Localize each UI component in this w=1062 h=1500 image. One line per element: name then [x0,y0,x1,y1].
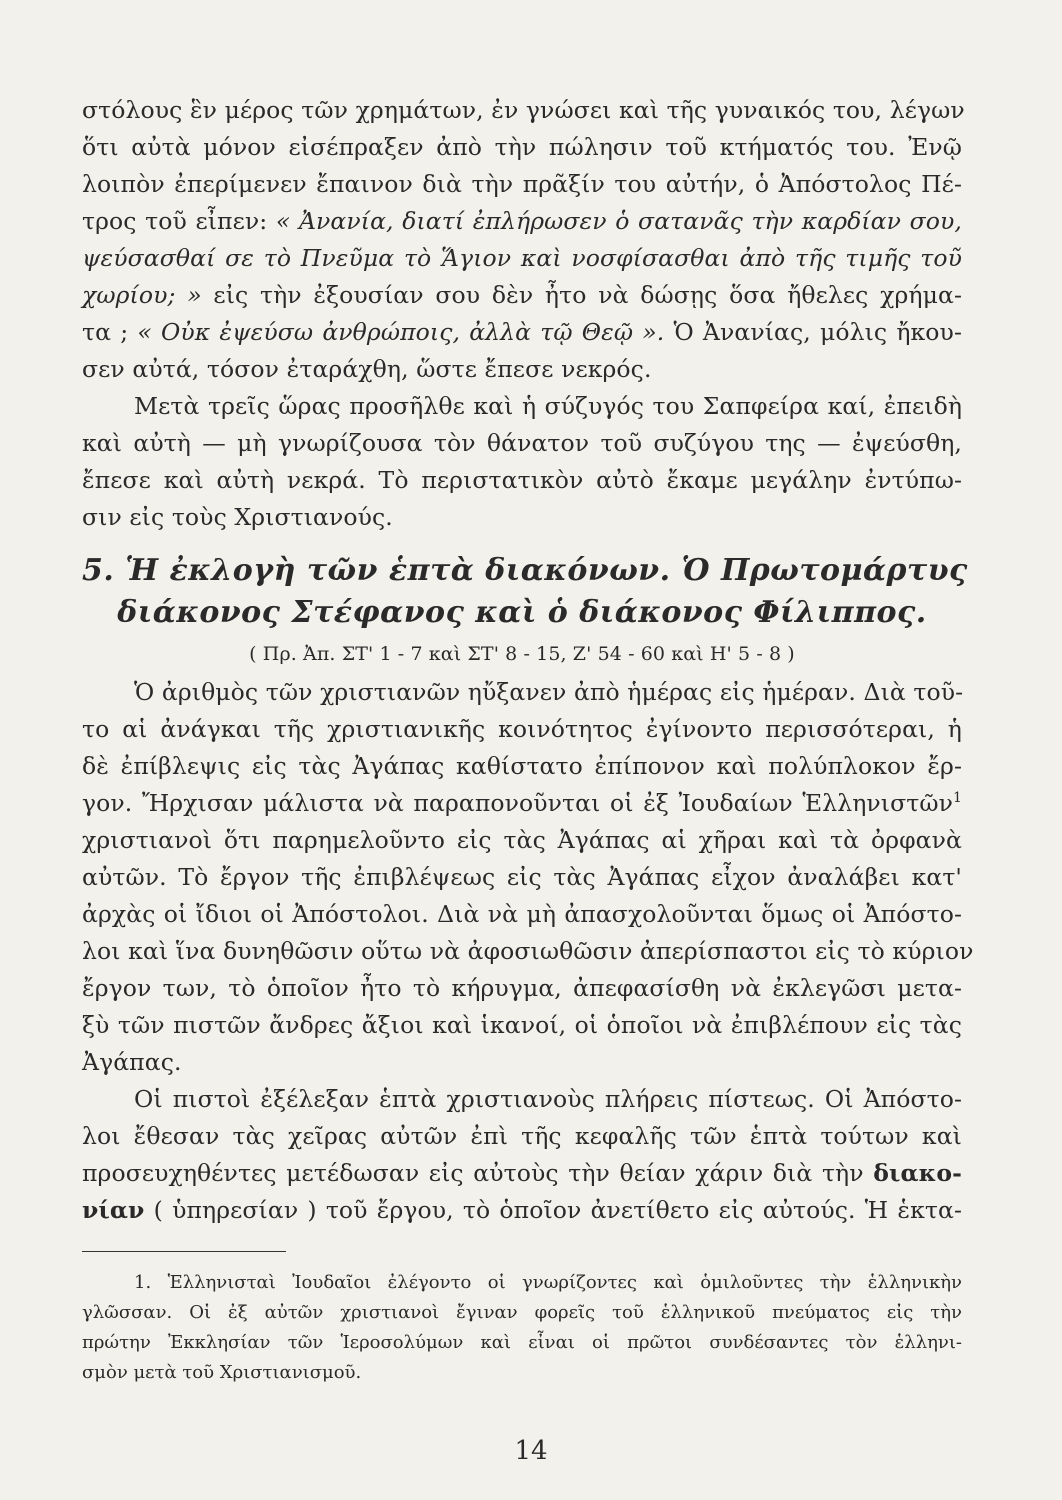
section-heading [82,550,968,634]
text-line [82,203,962,240]
text-span: ( ὑπηρεσίαν ) τοῦ ἔργου, τὸ ὁποῖον ἀνετίθετο εἰς αὐτούς. Ἡ ἑκτα- [144,1196,962,1224]
text-line [82,1155,962,1192]
text-line: ὅτι αὐτὰ μόνον εἰσέπραξεν ἀπὸ τὴν πώλησιν τοῦ κτήματός του. Ἐνῷ [82,133,962,161]
text-line: ψεύσασθαί σε τὸ Πνεῦμα τὸ Ἅγιον καὶ νοσφίσασθαι ἀπὸ τῆς τιμῆς τοῦ [82,244,962,272]
text-line: ἀρχὰς οἱ ἴδιοι οἱ Ἀπόστολοι. Διὰ νὰ μὴ ἀπασχολοῦνται ὅμως οἱ Ἀπόστο- [82,900,962,928]
text-line: λοι ἔθεσαν τὰς χεῖρας αὐτῶν ἐπὶ τῆς κεφαλῆς τῶν ἑπτὰ τούτων καὶ [82,1122,962,1150]
footnote [82,1268,962,1388]
quote-span: χωρίου; » [82,281,202,309]
heading-line-1: 5. Ἡ ἐκλογὴ τῶν ἑπτὰ διακόνων. Ὁ Πρωτομάρτυς [82,553,968,588]
paragraph-sapphira [82,388,962,536]
text-line: αὐτῶν. Τὸ ἔργον τῆς ἐπιβλέψεως εἰς τὰς Ἀγάπας εἶχον ἀναλάβει κατ' [82,863,962,891]
footnote-divider [82,1251,286,1252]
text-line: Μετὰ τρεῖς ὥρας προσῆλθε καὶ ἡ σύζυγός του Σαπφείρα καί, ἐπειδὴ [134,392,962,420]
text-line: Οἱ πιστοὶ ἐξέλεξαν ἑπτὰ χριστιανοὺς πλήρεις πίστεως. Οἱ Ἀπόστο- [134,1085,962,1113]
paragraph-deacons-need [82,674,974,1081]
scripture-references: ( Πρ. Ἀπ. ΣΤ' 1 - 7 καὶ ΣΤ' 8 - 15, Ζ' 54 - 60 καὶ Η' 5 - 8 ) [249,643,795,665]
text-line: το αἱ ἀνάγκαι τῆς χριστιανικῆς κοινότητος ἐγίνοντο περισσότεραι, ἡ [82,715,962,743]
text-span: Ὁ Ἀνανίας, μόλις ἤκου- [664,318,962,346]
text-line: λοιπὸν ἐπερίμενεν ἔπαινον διὰ τὴν πρᾶξίν του αὐτήν, ὁ Ἀπόστολος Πέ- [82,170,962,198]
footnote-line: πρώτην Ἐκκλησίαν τῶν Ἱεροσολύμων καὶ εἶναι οἱ πρῶτοι συνδέσαντες τὸν ἑλληνι- [82,1332,962,1353]
text-line [82,1192,962,1229]
paragraph-seven-chosen [82,1081,962,1229]
text-line: σεν αὐτά, τόσον ἐταράχθη, ὥστε ἔπεσε νεκρός. [82,355,652,383]
footnote-marker: 1 [952,790,962,807]
quote-span: « Ἀνανία, διατί ἐπλήρωσεν ὁ σατανᾶς τὴν καρδίαν σου, [275,207,962,235]
text-line: ἔργον των, τὸ ὁποῖον ἦτο τὸ κήρυγμα, ἀπεφασίσθη νὰ ἐκλεγῶσι μετα- [82,974,962,1002]
text-line: σιν εἰς τοὺς Χριστιανούς. [82,503,393,531]
quote-span: « Οὐκ ἐψεύσω ἀνθρώποις, ἀλλὰ τῷ Θεῷ ». [137,318,665,346]
heading-line-2: διάκονος Στέφανος καὶ ὁ διάκονος Φίλιππος. [117,595,927,630]
text-line: Ὁ ἀριθμὸς τῶν χριστιανῶν ηὔξανεν ἀπὸ ἡμέρας εἰς ἡμέραν. Διὰ τοῦ- [134,678,964,706]
footnote-line: 1. Ἑλληνισταὶ Ἰουδαῖοι ἐλέγοντο οἱ γνωρίζοντες καὶ ὁμιλοῦντες τὴν ἑλληνικὴν [134,1272,962,1293]
page-number: 14 [514,1436,548,1466]
text-line: ἔπεσε καὶ αὐτὴ νεκρά. Τὸ περιστατικὸν αὐτὸ ἔκαμε μεγάλην ἐντύπω- [82,466,962,494]
text-span: τα ; [82,318,138,346]
text-line [82,785,962,822]
text-line: Ἀγάπας. [82,1048,182,1076]
text-line: καὶ αὐτὴ — μὴ γνωρίζουσα τὸν θάνατον τοῦ συζύγου της — ἐψεύσθη, [82,429,962,457]
text-line: χριστιανοὶ ὅτι παρημελοῦντο εἰς τὰς Ἀγάπας αἱ χῆραι καὶ τὰ ὀρφανὰ [82,826,962,854]
text-line [82,314,962,351]
footnote-line: γλῶσσαν. Οἱ ἐξ αὐτῶν χριστιανοὶ ἔγιναν φορεῖς τοῦ ἑλληνικοῦ πνεύματος εἰς τὴν [82,1302,962,1323]
text-line: λοι καὶ ἵνα δυνηθῶσιν οὕτω νὰ ἀφοσιωθῶσιν ἀπερίσπαστοι εἰς τὸ κύριον [82,937,974,965]
text-span: γον. Ἤρχισαν μάλιστα νὰ παραπονοῦνται οἱ ἐξ Ἰουδαίων Ἑλληνιστῶν [82,789,953,817]
bold-term: νίαν [82,1196,145,1224]
main-text [82,92,974,1229]
text-span: εἰς τὴν ἐξουσίαν σου δὲν ἦτο νὰ δώσῃς ὅσα ἤθελες χρήμα- [201,281,962,309]
footnote-line: σμὸν μετὰ τοῦ Χριστιανισμοῦ. [82,1362,362,1383]
text-line: στόλους ἓν μέρος τῶν χρημάτων, ἐν γνώσει καὶ τῆς γυναικός του, λέγων [82,96,965,124]
paragraph-ananias [82,92,965,388]
text-span: προσευχηθέντες μετέδωσαν εἰς αὐτοὺς τὴν θείαν χάριν διὰ τὴν [82,1159,874,1187]
text-line: δὲ ἐπίβλεψις εἰς τὰς Ἀγάπας καθίστατο ἐπίπονον καὶ πολύπλοκον ἔρ- [82,752,962,780]
bold-term: διακο- [873,1159,962,1187]
text-line [82,277,962,314]
text-span: τρος τοῦ εἶπεν: [82,207,276,235]
text-line: ξὺ τῶν πιστῶν ἄνδρες ἄξιοι καὶ ἱκανοί, οἱ ὁποῖοι νὰ ἐπιβλέπουν εἰς τὰς [82,1011,962,1039]
